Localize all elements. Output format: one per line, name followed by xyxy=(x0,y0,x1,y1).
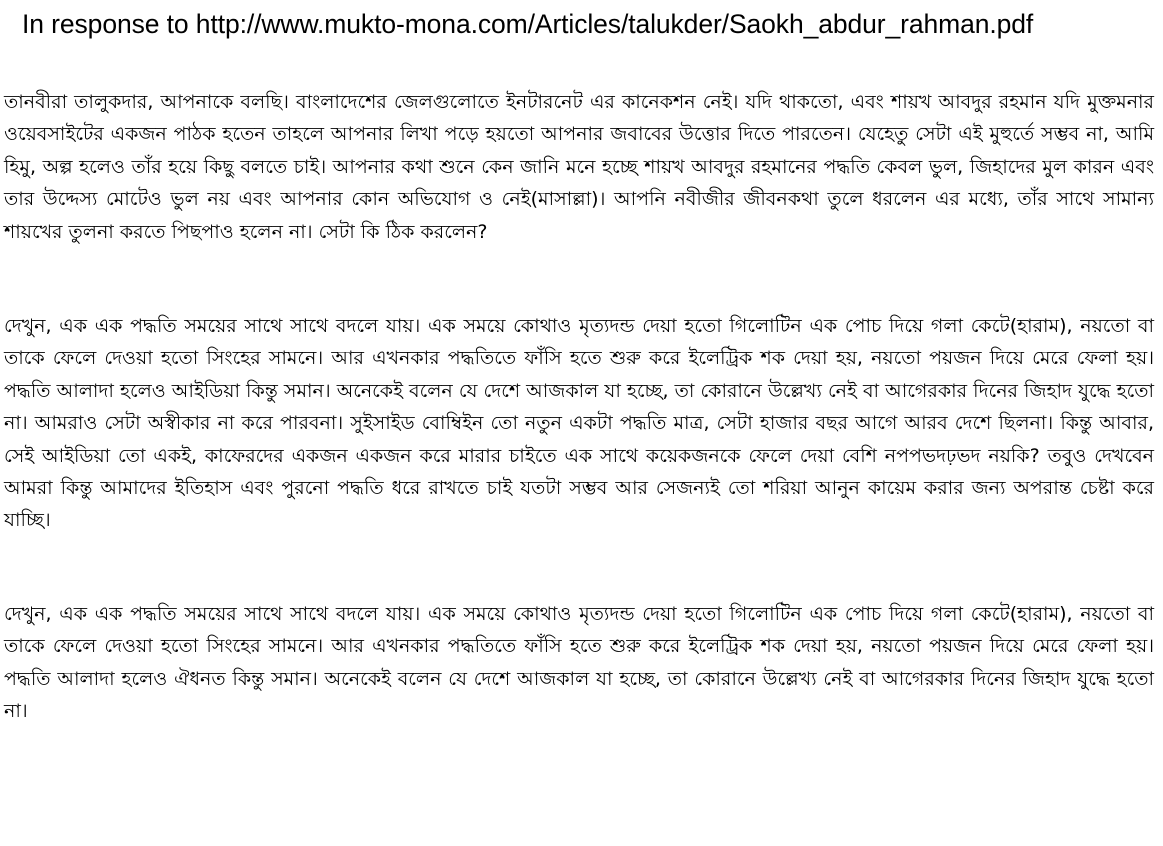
paragraph-3: দেখুন, এক এক পদ্ধতি সময়ের সাথে সাথে বদলে যায়। এক সময়ে কোথাও মৃত্যদন্ড দেয়া হতো গিলোটিন এক পোচ দিয়ে গলা কেটে(হারাম), নয়তো বা তাকে ফেলে দেওয়া হতো সিংহের সামনে। আর এখনকার পদ্ধতিতে ফাঁসি হতে শুরু করে ইলেট্রিক শক দেয়া হয়, নয়তো পয়জন দিয়ে মেরে ফেলা হয়। পদ্ধতি আলাদা হলেও ঐধনত কিন্তু সমান। অনেকেই বলেন যে দেশে আজকাল যা হচ্ছে, তা কোরানে উল্লেখ্য নেই বা আগেরকার দিনের জিহাদ যুদ্ধে হতো না। xyxy=(4,603,1154,723)
paragraph-1: তানবীরা তালুকদার, আপনাকে বলছি। বাংলাদেশের জেলগুলোতে ইনটারনেট এর কানেকশন নেই। যদি থাকতো, এবং শায়খ আবদুর রহমান যদি মুক্তমনার ওয়েবসাইটের একজন পাঠক হতেন তাহলে আপনার লিখা পড়ে হয়তো আপনার জবাবের উত্তোর দিতে পারতেন। যেহেতু সেটা এই মুহুর্তে সম্ভব না, আমি হিমু, অল্প হলেও তাঁর হয়ে কিছু বলতে চাই। আপনার কথা শুনে কেন জানি মনে হচ্ছে শায়খ আবদুর রহমানের পদ্ধতি কেবল ভুল, জিহাদের মুল কারন এবং তার উদ্দেস্য মোটেও ভুল নয় এবং আপনার কোন অভিযোগ ও নেই(মাসাল্লা)। আপনি নবীজীর জীবনকথা তুলে ধরলেন এর মধ্যে, তাঁর সাথে সামান্য শায়খের তুলনা করতে পিছপাও হলেন না। সেটা কি ঠিক করলেন? xyxy=(4,91,1154,243)
document-header: In response to http://www.mukto-mona.com/Articles/talukder/Saokh_abdur_rahman.pdf xyxy=(22,9,1034,39)
paragraph-2: দেখুন, এক এক পদ্ধতি সময়ের সাথে সাথে বদলে যায়। এক সময়ে কোথাও মৃত্যদন্ড দেয়া হতো গিলোটিন এক পোচ দিয়ে গলা কেটে(হারাম), নয়তো বা তাকে ফেলে দেওয়া হতো সিংহের সামনে। আর এখনকার পদ্ধতিতে ফাঁসি হতে শুরু করে ইলেট্রিক শক দেয়া হয়, নয়তো পয়জন দিয়ে মেরে ফেলা হয়। পদ্ধতি আলাদা হলেও আইডিয়া কিন্তু সমান। অনেকেই বলেন যে দেশে আজকাল যা হচ্ছে, তা কোরানে উল্লেখ্য নেই বা আগেরকার দিনের জিহাদ যুদ্ধে হতো না। আমরাও সেটা অস্বীকার না করে পারবনা। সুইসাইড বোম্বিইন তো নতুন একটা পদ্ধতি মাত্র, সেটা হাজার বছর আগে আরব দেশে ছিলনা। কিন্তু আবার, সেই আইডিয়া তো একই, কাফেরদের একজন একজন করে মারার চাইতে এক সাথে কয়েকজনকে ফেলে দেয়া বেশি নপপভদঢ়ভদ নয়কি? তবুও দেখবেন আমরা কিন্তু আমাদের ইতিহাস এবং পুরনো পদ্ধতি ধরে রাখতে চাই যতটা সম্ভব আর সেজন্যই তো শরিয়া আনুন কায়েম করার জন্য অপরান্ত চেষ্টা করে যাচ্ছি। xyxy=(4,315,1154,532)
